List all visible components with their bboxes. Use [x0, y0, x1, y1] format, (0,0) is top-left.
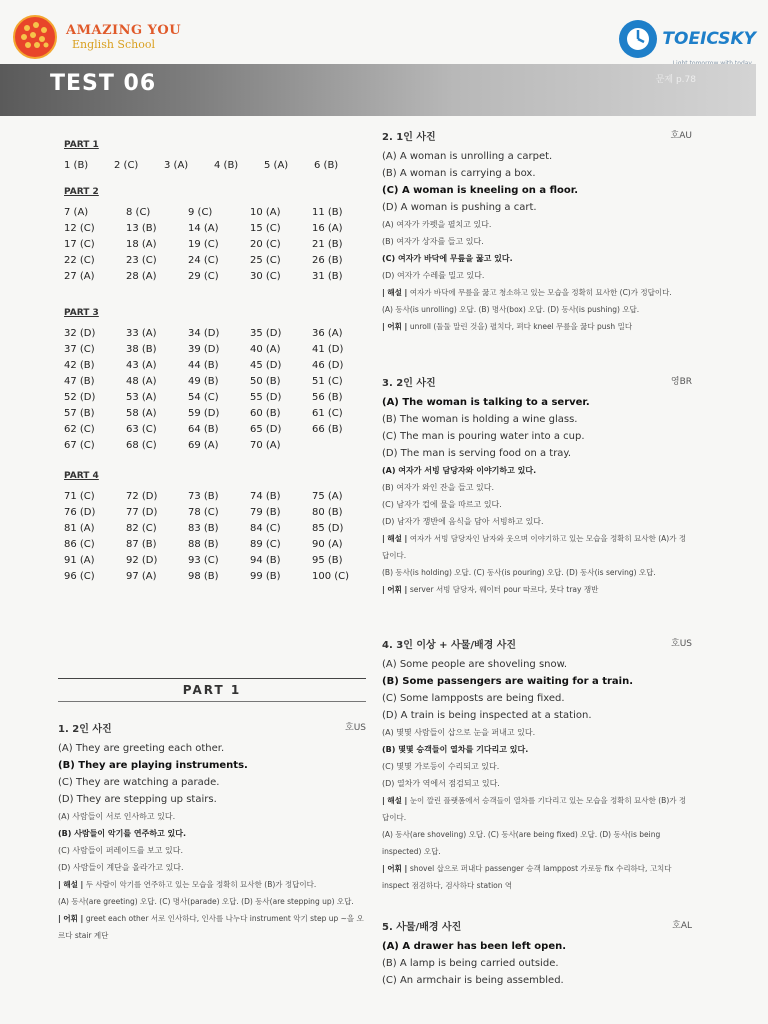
answer-cell: 80 (B) [312, 507, 343, 518]
answer-cell: 56 (B) [312, 392, 343, 403]
answer-cell: 9 (C) [188, 207, 213, 218]
vocab-text: unroll (둘둘 말린 것을) 펼치다, 펴다 kneel 무릎을 꿇다 push 밀다 [409, 322, 633, 331]
explanation-tag: | 해설 | [382, 288, 410, 297]
question-4 [382, 636, 692, 894]
explanation [382, 530, 692, 564]
explanation [58, 876, 366, 893]
answer-cell: 27 (A) [64, 271, 95, 282]
korean-translation: (B) 여자가 상자를 들고 있다. [382, 237, 484, 246]
answer-option: (A) Some people are shoveling snow. [382, 659, 568, 670]
clock-logo-icon [617, 18, 659, 60]
answer-cell: 79 (B) [250, 507, 281, 518]
answer-option: (A) The woman is talking to a server. [382, 397, 590, 408]
vocabulary [58, 910, 366, 944]
vocab-text: greet each other 서로 인사하다, 인사를 나누다 instrument 악기 step up ~을 오르다 stair 계단 [58, 914, 364, 940]
answer-cell: 99 (B) [250, 571, 281, 582]
answer-cell: 98 (B) [188, 571, 219, 582]
explanation [382, 284, 692, 301]
korean-translation: (C) 남자가 컵에 물을 따르고 있다. [382, 500, 502, 509]
part-1-label: PART 1 [64, 140, 99, 150]
explanation-text: 눈이 깔린 플랫폼에서 승객들이 열차를 기다리고 있는 모습을 정확히 묘사한 (B)가 정답이다. [382, 796, 687, 822]
answer-cell: 100 (C) [312, 571, 350, 582]
answer-cell: 52 (D) [64, 392, 96, 403]
answer-cell: 51 (C) [312, 376, 343, 387]
vocab-tag: | 어휘 | [382, 322, 410, 331]
question-header [382, 918, 692, 933]
answer-cell: 41 (D) [312, 344, 344, 355]
explanation-tag: | 해설 | [58, 880, 86, 889]
answer-cell: 1 (B) [64, 160, 89, 171]
toeicsky-logo [617, 18, 756, 60]
korean-translation: (D) 열차가 역에서 점검되고 있다. [382, 779, 500, 788]
question-2 [382, 128, 692, 335]
answer-option: (D) A woman is pushing a cart. [382, 202, 537, 213]
answer-cell: 24 (C) [188, 255, 219, 266]
toeicsky-wordmark: TOEICSKY [662, 29, 756, 49]
answer-cell: 3 (A) [164, 160, 189, 171]
vocab-tag: | 어휘 | [382, 864, 410, 873]
korean-translation: (A) 여자가 서빙 담당자와 이야기하고 있다. [382, 466, 537, 475]
answer-cell: 42 (B) [64, 360, 95, 371]
answer-option: (A) They are greeting each other. [58, 743, 225, 754]
question-title: 3. 2인 사진 [382, 378, 436, 389]
korean-translation: (D) 남자가 쟁반에 음식을 담아 서빙하고 있다. [382, 517, 544, 526]
answer-cell: 53 (A) [126, 392, 157, 403]
answer-cell: 36 (A) [312, 328, 343, 339]
answer-cell: 57 (B) [64, 408, 95, 419]
globe-icon [12, 14, 58, 60]
answer-cell: 8 (C) [126, 207, 151, 218]
answer-cell: 90 (A) [312, 539, 343, 550]
answer-cell: 92 (D) [126, 555, 158, 566]
question-title: 5. 사물/배경 사진 [382, 922, 462, 933]
speaker-accent: 호AL [672, 921, 692, 931]
answer-cell: 38 (B) [126, 344, 157, 355]
answer-cell: 69 (A) [188, 440, 219, 451]
test-title: TEST 06 [50, 71, 157, 96]
answer-option: (C) A woman is kneeling on a floor. [382, 185, 579, 196]
answer-cell: 5 (A) [264, 160, 289, 171]
explanation-wrong-answers: (A) 동사(is unrolling) 오답. (B) 명사(box) 오답. (D) 동사(is pushing) 오답. [382, 305, 640, 314]
korean-translation: (C) 여자가 바닥에 무릎을 꿇고 있다. [382, 254, 513, 263]
part-4-answers [64, 491, 364, 582]
answer-cell: 39 (D) [188, 344, 220, 355]
part-3-answers [64, 328, 364, 451]
answer-cell: 96 (C) [64, 571, 95, 582]
answer-cell: 78 (C) [188, 507, 219, 518]
answer-option: (B) The woman is holding a wine glass. [382, 414, 578, 425]
answer-cell: 12 (C) [64, 223, 95, 234]
answer-cell: 21 (B) [312, 239, 343, 250]
answer-cell: 19 (C) [188, 239, 219, 250]
question-header [58, 720, 366, 735]
answer-option: (D) A train is being inspected at a station. [382, 710, 592, 721]
vocab-text: shovel 삽으로 퍼내다 passenger 승객 lamppost 가로등 fix 수리하다, 고치다 inspect 점검하다, 검사하다 station 역 [382, 864, 672, 890]
answer-cell: 91 (A) [64, 555, 95, 566]
answer-cell: 48 (A) [126, 376, 157, 387]
korean-translation: (A) 몇몇 사람들이 삽으로 눈을 퍼내고 있다. [382, 728, 536, 737]
answer-cell: 88 (B) [188, 539, 219, 550]
answer-cell: 32 (D) [64, 328, 96, 339]
answer-option: (C) Some lampposts are being fixed. [382, 693, 565, 704]
question-5 [382, 918, 692, 989]
answer-option: (B) A lamp is being carried outside. [382, 958, 559, 969]
answer-cell: 50 (B) [250, 376, 281, 387]
answer-cell: 11 (B) [312, 207, 343, 218]
answer-cell: 83 (B) [188, 523, 219, 534]
answer-cell: 93 (C) [188, 555, 219, 566]
part-1-section-heading: PART 1 [58, 678, 366, 702]
answer-option: (C) An armchair is being assembled. [382, 975, 564, 986]
answer-cell: 4 (B) [214, 160, 239, 171]
question-1 [58, 720, 366, 944]
question-header [382, 128, 692, 143]
answer-cell: 67 (C) [64, 440, 95, 451]
explanation-tag: | 해설 | [382, 796, 410, 805]
explanation-text: 두 사람이 악기를 연주하고 있는 모습을 정확히 묘사한 (B)가 정답이다. [85, 880, 317, 889]
answer-cell: 6 (B) [314, 160, 339, 171]
answer-cell: 33 (A) [126, 328, 157, 339]
question-header [382, 636, 692, 651]
korean-translation: (B) 몇몇 승객들이 열차를 기다리고 있다. [382, 745, 529, 754]
question-title: 2. 1인 사진 [382, 132, 436, 143]
question-header [382, 374, 692, 389]
answer-option: (A) A drawer has been left open. [382, 941, 567, 952]
answer-cell: 29 (C) [188, 271, 219, 282]
answer-option: (B) They are playing instruments. [58, 760, 248, 771]
vocab-tag: | 어휘 | [58, 914, 86, 923]
answer-cell: 31 (B) [312, 271, 343, 282]
answer-cell: 55 (D) [250, 392, 282, 403]
korean-translation: (D) 사람들이 계단을 올라가고 있다. [58, 863, 184, 872]
brand-subtitle: English School [72, 38, 155, 52]
question-3 [382, 374, 692, 598]
answer-cell: 45 (D) [250, 360, 282, 371]
answer-cell: 94 (B) [250, 555, 281, 566]
answer-cell: 82 (C) [126, 523, 157, 534]
answer-cell: 73 (B) [188, 491, 219, 502]
vocab-tag: | 어휘 | [382, 585, 410, 594]
korean-translation: (A) 사람들이 서로 인사하고 있다. [58, 812, 176, 821]
korean-translation: (D) 여자가 수레를 밀고 있다. [382, 271, 485, 280]
answer-cell: 84 (C) [250, 523, 281, 534]
answer-cell: 64 (B) [188, 424, 219, 435]
answer-option: (D) They are stepping up stairs. [58, 794, 217, 805]
answer-cell: 18 (A) [126, 239, 157, 250]
answer-cell: 37 (C) [64, 344, 95, 355]
answer-cell: 40 (A) [250, 344, 281, 355]
explanation-tag: | 해설 | [382, 534, 410, 543]
answer-cell: 10 (A) [250, 207, 281, 218]
answer-cell: 86 (C) [64, 539, 95, 550]
answer-cell: 81 (A) [64, 523, 95, 534]
answer-cell: 30 (C) [250, 271, 281, 282]
answer-cell: 87 (B) [126, 539, 157, 550]
answer-cell: 72 (D) [126, 491, 158, 502]
answer-cell: 68 (C) [126, 440, 157, 451]
school-logo [12, 14, 181, 60]
answer-cell: 46 (D) [312, 360, 344, 371]
answer-option: (A) A woman is unrolling a carpet. [382, 151, 553, 162]
answer-cell: 28 (A) [126, 271, 157, 282]
answer-cell: 89 (C) [250, 539, 281, 550]
vocabulary [382, 318, 692, 335]
answer-cell: 2 (C) [114, 160, 139, 171]
answer-cell: 14 (A) [188, 223, 219, 234]
answer-cell: 70 (A) [250, 440, 281, 451]
question-title: 4. 3인 이상 + 사물/배경 사진 [382, 640, 517, 651]
korean-translation: (B) 사람들이 악기를 연주하고 있다. [58, 829, 187, 838]
answer-cell: 95 (B) [312, 555, 343, 566]
korean-translation: (B) 여자가 와인 잔을 들고 있다. [382, 483, 494, 492]
answer-cell: 77 (D) [126, 507, 158, 518]
korean-translation: (A) 여자가 카펫을 펼치고 있다. [382, 220, 492, 229]
speaker-accent: 호US [345, 723, 366, 733]
answer-option: (D) The man is serving food on a tray. [382, 448, 572, 459]
page-reference: 문제 p.78 [655, 75, 696, 85]
answer-cell: 22 (C) [64, 255, 95, 266]
part-4-label: PART 4 [64, 471, 99, 481]
answer-option: (B) A woman is carrying a box. [382, 168, 536, 179]
vocab-text: server 서빙 담당자, 웨이터 pour 따르다, 붓다 tray 쟁반 [409, 585, 599, 594]
korean-translation: (C) 사람들이 퍼레이드를 보고 있다. [58, 846, 184, 855]
part-2-answers [64, 207, 364, 282]
part-2-label: PART 2 [64, 187, 99, 197]
answer-cell: 61 (C) [312, 408, 343, 419]
answer-cell: 71 (C) [64, 491, 95, 502]
answer-cell: 26 (B) [312, 255, 343, 266]
answer-cell: 62 (C) [64, 424, 95, 435]
brand-name: AMAZING YOU [66, 22, 182, 38]
speaker-accent: 호US [671, 639, 692, 649]
explanation-wrong-answers: (A) 동사(are greeting) 오답. (C) 명사(parade) 오답. (D) 동사(are stepping up) 오답. [58, 897, 354, 906]
answer-cell: 85 (D) [312, 523, 344, 534]
answer-cell: 54 (C) [188, 392, 219, 403]
part-3-label: PART 3 [64, 308, 99, 318]
answer-cell: 15 (C) [250, 223, 281, 234]
answer-option: (C) The man is pouring water into a cup. [382, 431, 585, 442]
answer-cell: 16 (A) [312, 223, 343, 234]
answer-cell: 47 (B) [64, 376, 95, 387]
test-banner [0, 64, 756, 116]
answer-cell: 25 (C) [250, 255, 281, 266]
answer-cell: 65 (D) [250, 424, 282, 435]
vocabulary [382, 581, 692, 598]
answer-cell: 58 (A) [126, 408, 157, 419]
answer-cell: 7 (A) [64, 207, 89, 218]
answer-cell: 43 (A) [126, 360, 157, 371]
speaker-accent: 호AU [670, 131, 692, 141]
answer-cell: 49 (B) [188, 376, 219, 387]
answer-cell: 60 (B) [250, 408, 281, 419]
answer-cell: 66 (B) [312, 424, 343, 435]
answer-cell: 76 (D) [64, 507, 96, 518]
answer-cell: 74 (B) [250, 491, 281, 502]
answer-cell: 13 (B) [126, 223, 157, 234]
answer-cell: 35 (D) [250, 328, 282, 339]
answer-option: (B) Some passengers are waiting for a train. [382, 676, 634, 687]
answer-cell: 34 (D) [188, 328, 220, 339]
explanation [382, 792, 692, 826]
explanation-text: 여자가 서빙 담당자인 남자와 웃으며 이야기하고 있는 모습을 정확히 묘사한 (A)가 정답이다. [382, 534, 687, 560]
answer-cell: 63 (C) [126, 424, 157, 435]
korean-translation: (C) 몇몇 가로등이 수리되고 있다. [382, 762, 500, 771]
explanation-wrong-answers: (B) 동사(is holding) 오답. (C) 동사(is pouring) 오답. (D) 동사(is serving) 오답. [382, 568, 656, 577]
answer-cell: 17 (C) [64, 239, 95, 250]
answer-cell: 20 (C) [250, 239, 281, 250]
explanation-wrong-answers: (A) 동사(are shoveling) 오답. (C) 동사(are being fixed) 오답. (D) 동사(is being inspected) 오답. [382, 830, 661, 856]
answer-option: (C) They are watching a parade. [58, 777, 220, 788]
part-1-answers [64, 160, 364, 171]
question-title: 1. 2인 사진 [58, 724, 112, 735]
explanation-text: 여자가 바닥에 무릎을 꿇고 청소하고 있는 모습을 정확히 묘사한 (C)가 정답이다. [409, 288, 672, 297]
vocabulary [382, 860, 692, 894]
answer-cell: 23 (C) [126, 255, 157, 266]
answer-cell: 59 (D) [188, 408, 220, 419]
speaker-accent: 영BR [670, 377, 692, 387]
answer-cell: 97 (A) [126, 571, 157, 582]
answer-cell: 44 (B) [188, 360, 219, 371]
answer-key [64, 140, 364, 598]
answer-cell: 75 (A) [312, 491, 343, 502]
